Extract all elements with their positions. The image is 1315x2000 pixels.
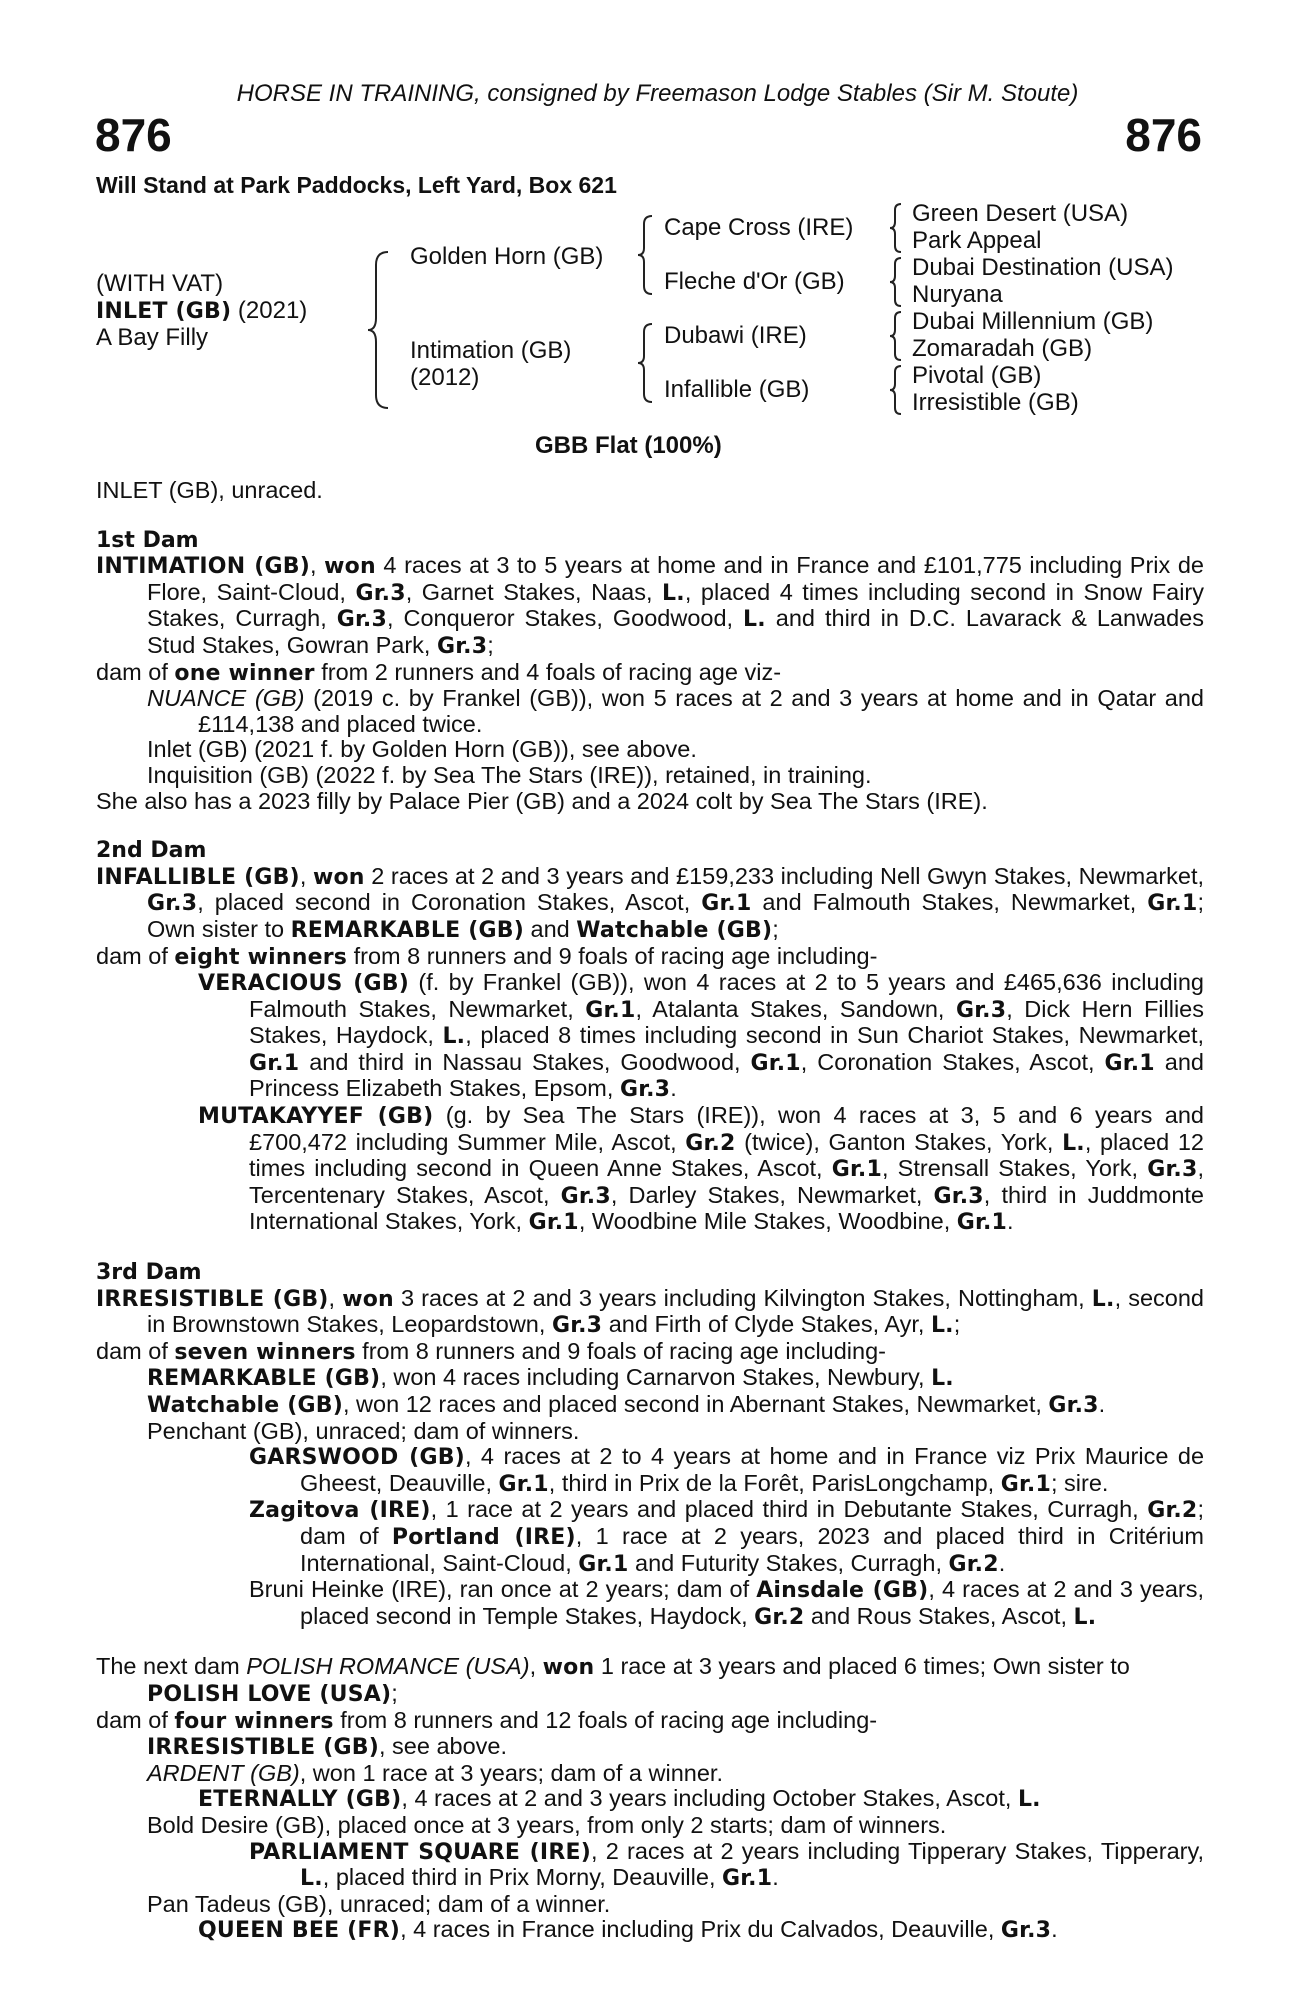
produce-remarkable: REMARKABLE (GB), won 4 races including Carnarvon Stakes, Newbury, L. (147, 1364, 954, 1392)
produce-queen-bee: QUEEN BEE (FR), 4 races in France including Prix du Calvados, Deauville, Gr.3. (198, 1916, 1058, 1944)
produce-ardent: ARDENT (GB), won 1 race at 3 years; dam of a winner. (147, 1759, 723, 1786)
produce-watchable: Watchable (GB), won 12 races and placed second in Abernant Stakes, Newmarket, Gr.3. (147, 1391, 1106, 1418)
first-dam-heading: 1st Dam (96, 527, 199, 553)
third-dam-heading: 3rd Dam (96, 1260, 202, 1286)
second-dam-record: INFALLIBLE (GB), won 2 races at 2 and 3 years and £159,233 including Nell Gwyn Stakes, Newmarket, Gr.3, placed second in Coronation Stakes, Ascot, Gr.1 and Falmouth Stakes, Newmarket, Gr.1; Own sister to REMARKABLE (GB) and Watchable (GB); (96, 862, 1205, 943)
pedigree-brace (366, 250, 396, 410)
ancestor-7: Pivotal (GB) (912, 362, 1042, 389)
next-dam-record: The next dam POLISH ROMANCE (USA), won 1 race at 3 years and placed 6 times; Own sister to POLISH LOVE (USA); (96, 1653, 1130, 1707)
ancestor-8: Irresistible (GB) (912, 389, 1079, 416)
produce-record (96, 478, 1204, 1944)
produce-irresistible: IRRESISTIBLE (GB), see above. (147, 1733, 508, 1761)
produce-parliament-square: PARLIAMENT SQUARE (IRE), 2 races at 2 years including Tipperary Stakes, Tipperary, L., placed third in Prix Morny, Deauville, Gr.1. (249, 1837, 1204, 1892)
g-brace-2 (888, 256, 904, 308)
second-dam-heading: 2nd Dam (96, 838, 207, 864)
vat-note: (WITH VAT) (96, 270, 224, 297)
horse-name-line (96, 297, 307, 325)
produce-eternally: ETERNALLY (GB), 4 races at 2 and 3 years including October Stakes, Ascot, L. (198, 1785, 1041, 1813)
produce-younger: She also has a 2023 filly by Palace Pier (GB) and a 2024 colt by Sea The Stars (IRE). (96, 787, 988, 814)
sale-category: GBB Flat (100%) (535, 432, 722, 459)
produce-penchant: Penchant (GB), unraced; dam of winners. (147, 1417, 580, 1444)
produce-bruni-heinke: Bruni Heinke (IRE), ran once at 2 years; dam of Ainsdale (GB), 4 races at 2 and 3 years, placed second in Temple Stakes, Haydock, Gr.2 and Rous Stakes, Ascot, L. (249, 1576, 1204, 1630)
intro-line: INLET (GB), unraced. (96, 477, 323, 503)
dam-year: (2012) (410, 364, 480, 391)
ancestor-6: Zomaradah (GB) (912, 335, 1093, 362)
lot-number-right: 876 (1125, 109, 1202, 161)
first-dam-record: INTIMATION (GB), won 4 races at 3 to 5 years at home and in France and £101,775 including Prix de Flore, Saint-Cloud, Gr.3, Garnet Stakes, Naas, L., placed 4 times including second in Snow Fairy Stakes, Curragh, Gr.3, Conqueror Stakes, Goodwood, L. and third in D.C. Lavarack & Lanwades Stud Stakes, Gowran Park, Gr.3; (96, 552, 1205, 659)
produce-bold-desire: Bold Desire (GB), placed once at 3 years, from only 2 starts; dam of winners. (147, 1811, 947, 1838)
ancestor-2: Park Appeal (912, 227, 1042, 254)
produce-inquisition: Inquisition (GB) (2022 f. by Sea The Stars (IRE)), retained, in training. (147, 761, 872, 788)
ancestor-4: Nuryana (912, 281, 1003, 308)
produce-zagitova: Zagitova (IRE), 1 race at 2 years and placed third in Debutante Stakes, Curragh, Gr.2; dam of Portland (IRE), 1 race at 2 years, 2023 and placed third in Critérium International, Saint-Cloud, Gr.1 and Futurity Stakes, Curragh, Gr.2. (249, 1496, 1205, 1577)
produce-inlet: Inlet (GB) (2021 f. by Golden Horn (GB)), see above. (147, 736, 697, 763)
sire-dam: Fleche d'Or (GB) (664, 268, 845, 295)
ancestor-3: Dubai Destination (USA) (912, 254, 1174, 281)
ancestor-5: Dubai Millennium (GB) (912, 308, 1154, 335)
horse-description: A Bay Filly (96, 324, 209, 351)
dam-dam: Infallible (GB) (664, 376, 810, 403)
dam: Intimation (GB) (410, 337, 572, 364)
produce-pan-tadeus: Pan Tadeus (GB), unraced; dam of a winner. (147, 1890, 611, 1917)
first-dam-produce: dam of one winner from 2 runners and 4 foals of racing age viz- (96, 658, 782, 686)
ancestor-1: Green Desert (USA) (912, 200, 1129, 227)
g-brace-1 (888, 202, 904, 254)
g-brace-4 (888, 364, 904, 416)
dam-sire: Dubawi (IRE) (664, 322, 807, 349)
dam-brace (636, 322, 656, 404)
sire-sire: Cape Cross (IRE) (664, 214, 854, 241)
third-dam-record: IRRESISTIBLE (GB), won 3 races at 2 and 3 years including Kilvington Stakes, Nottingham, L., second in Brownstown Stakes, Leopardstown, Gr.3 and Firth of Clyde Stakes, Ayr, L.; (96, 1284, 1204, 1339)
g-brace-3 (888, 310, 904, 362)
sire: Golden Horn (GB) (410, 243, 604, 270)
second-dam-produce: dam of eight winners from 8 runners and 9 foals of racing age including- (96, 942, 878, 970)
produce-garswood: GARSWOOD (GB), 4 races at 2 to 4 years at home and in France viz Prix Maurice de Gheest, Deauville, Gr.1, third in Prix de la Forêt, ParisLongchamp, Gr.1; sire. (249, 1443, 1205, 1497)
lot-number-left: 876 (95, 109, 172, 161)
horse-year: (2021) (237, 297, 308, 324)
catalogue-header: HORSE IN TRAINING, consigned by Freemason Lodge Stables (Sir M. Stoute) (236, 80, 1079, 107)
horse-name: INLET (GB) (96, 299, 232, 324)
produce-nuance: NUANCE (GB) (2019 c. by Frankel (GB)), won 5 races at 2 and 3 years at home and in Qatar and £114,138 and placed twice. (147, 685, 1204, 737)
produce-mutakayyef: MUTAKAYYEF (GB) (g. by Sea The Stars (IRE)), won 4 races at 3, 5 and 6 years and £700,472 including Summer Mile, Ascot, Gr.2 (twice), Ganton Stakes, York, L., placed 12 times including second in Queen Anne Stakes, Ascot, Gr.1, Strensall Stakes, York, Gr.3, Tercentenary Stakes, Ascot, Gr.3, Darley Stakes, Newmarket, Gr.3, third in Juddmonte International Stakes, York, Gr.1, Woodbine Mile Stakes, Woodbine, Gr.1. (198, 1102, 1204, 1236)
produce-veracious: VERACIOUS (GB) (f. by Frankel (GB)), won 4 races at 2 to 5 years and £465,636 including Falmouth Stakes, Newmarket, Gr.1, Atalanta Stakes, Sandown, Gr.3, Dick Hern Fillies Stakes, Haydock, L., placed 8 times including second in Sun Chariot Stakes, Newmarket, Gr.1 and third in Nassau Stakes, Goodwood, Gr.1, Coronation Stakes, Ascot, Gr.1 and Princess Elizabeth Stakes, Epsom, Gr.3. (198, 969, 1205, 1103)
stand-location: Will Stand at Park Paddocks, Left Yard, Box 621 (96, 172, 617, 198)
next-dam-produce: dam of four winners from 8 runners and 12 foals of racing age including- (96, 1706, 878, 1734)
third-dam-produce: dam of seven winners from 8 runners and 9 foals of racing age including- (96, 1337, 886, 1365)
sire-brace (636, 214, 656, 296)
